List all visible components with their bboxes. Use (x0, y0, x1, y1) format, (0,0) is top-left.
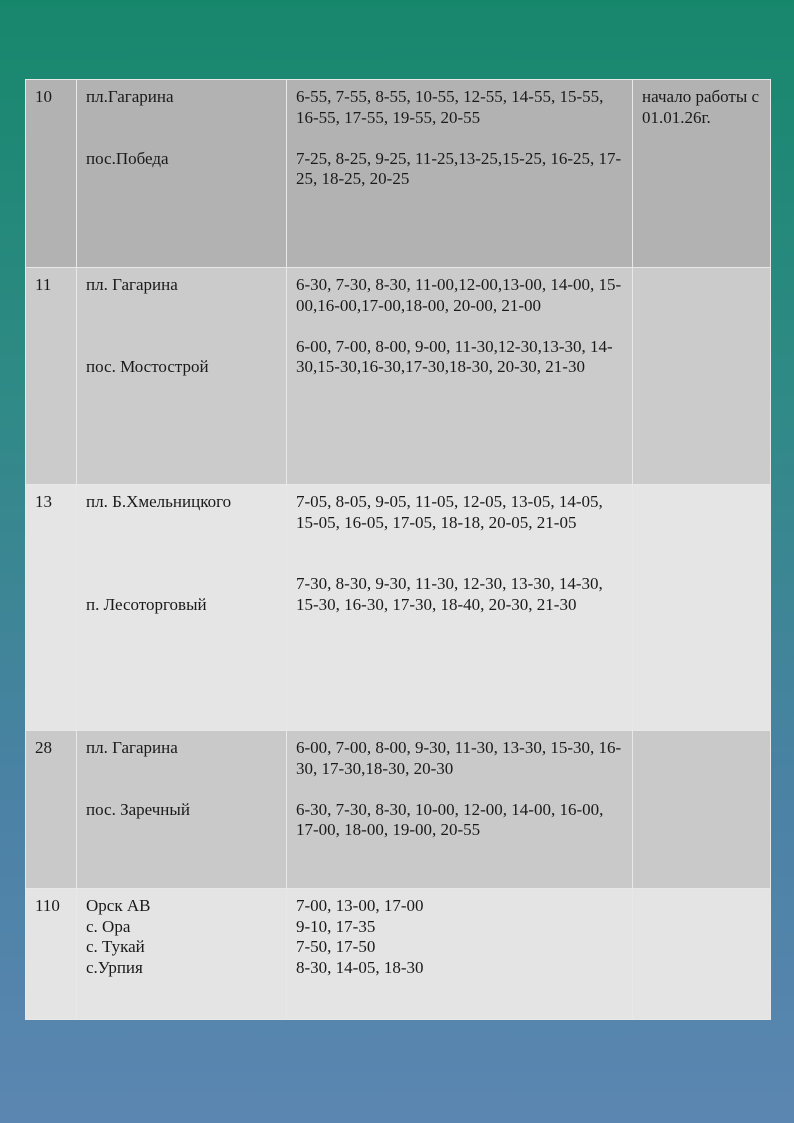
stop-name: Орск АВ (86, 896, 151, 915)
stop-name: пл. Гагарина (86, 275, 178, 294)
route-number: 28 (26, 731, 77, 889)
table-row (26, 268, 771, 485)
stop-name: пос. Мостострой (86, 357, 209, 376)
route-note (633, 889, 771, 1020)
schedule-table (25, 79, 771, 1020)
route-number: 10 (26, 80, 77, 268)
departure-times: 6-00, 7-00, 8-00, 9-30, 11-30, 13-30, 15-30, 16-30, 17-30,18-30, 20-30 (296, 738, 622, 778)
stop-name: с. Ора (86, 916, 131, 936)
stop-name: пл.Гагарина (86, 87, 174, 106)
route-number: 110 (26, 889, 77, 1020)
route-times (287, 731, 633, 889)
departure-times: 7-25, 8-25, 9-25, 11-25,13-25,15-25, 16-25, 17-25, 18-25, 20-25 (296, 148, 622, 188)
route-note (633, 268, 771, 485)
departure-times: 7-30, 8-30, 9-30, 11-30, 12-30, 13-30, 14-30, 15-30, 16-30, 17-30, 18-40, 20-30, 21-30 (296, 574, 607, 614)
route-times (287, 80, 633, 268)
stop-name: с.Урпия (86, 957, 143, 977)
route-number: 13 (26, 485, 77, 731)
stop-name: пл. Гагарина (86, 738, 178, 757)
departure-times: 6-30, 7-30, 8-30, 10-00, 12-00, 14-00, 16-00, 17-00, 18-00, 19-00, 20-55 (296, 799, 608, 839)
route-stops (77, 731, 287, 889)
table-row (26, 889, 771, 1020)
route-note (633, 731, 771, 889)
route-times (287, 485, 633, 731)
departure-times: 6-30, 7-30, 8-30, 11-00,12-00,13-00, 14-00, 15-00,16-00,17-00,18-00, 20-00, 21-00 (296, 275, 622, 315)
route-stops (77, 80, 287, 268)
table-row (26, 731, 771, 889)
departure-times: 7-50, 17-50 (296, 937, 376, 956)
stop-name: пос.Победа (86, 148, 169, 168)
table-row (26, 485, 771, 731)
route-stops (77, 268, 287, 485)
route-note: начало работы с 01.01.26г. (633, 80, 771, 268)
stop-name: п. Лесоторговый (86, 594, 207, 614)
route-stops (77, 485, 287, 731)
stop-name: пл. Б.Хмельницкого (86, 492, 232, 511)
departure-times: 6-00, 7-00, 8-00, 9-00, 11-30,12-30,13-30, 14-30,15-30,16-30,17-30,18-30, 20-30, 21-30 (296, 336, 613, 376)
route-times (287, 268, 633, 485)
departure-times: 7-00, 13-00, 17-00 (296, 896, 424, 915)
route-times (287, 889, 633, 1020)
route-number: 11 (26, 268, 77, 485)
stop-name: пос. Заречный (86, 799, 190, 819)
route-stops (77, 889, 287, 1020)
departure-times: 9-10, 17-35 (296, 916, 376, 936)
table-row (26, 80, 771, 268)
departure-times: 6-55, 7-55, 8-55, 10-55, 12-55, 14-55, 15-55, 16-55, 17-55, 19-55, 20-55 (296, 87, 608, 127)
departure-times: 8-30, 14-05, 18-30 (296, 957, 424, 977)
route-note (633, 485, 771, 731)
stop-name: с. Тукай (86, 937, 145, 956)
departure-times: 7-05, 8-05, 9-05, 11-05, 12-05, 13-05, 14-05, 15-05, 16-05, 17-05, 18-18, 20-05, 21-05 (296, 492, 607, 532)
